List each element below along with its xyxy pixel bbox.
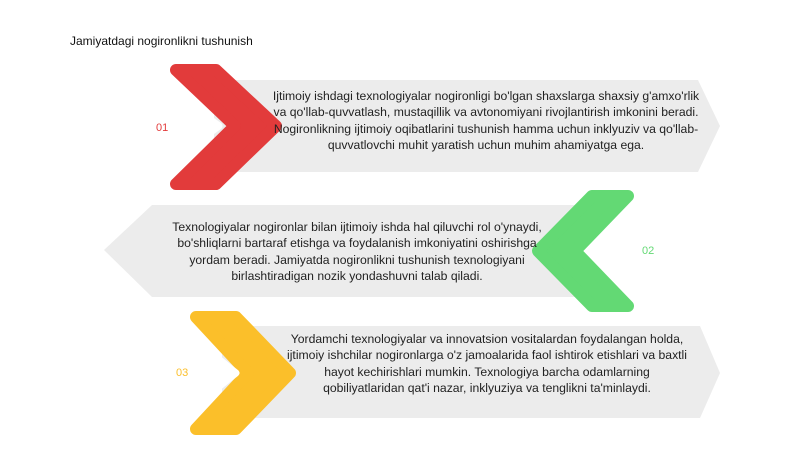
step-2-text: Texnologiyalar nogironlar bilan ijtimoiy ishda hal qiluvchi rol o'ynaydi, bo'shliqlarni bartaraf etishga va foydalanish imkoniyatini oshirishga yordam beradi. Jamiyatda nogironlikni tushunish texnologiyani birlashtiradigan nozik yondashuvni talab qiladi. xyxy=(172,220,542,283)
step-2-inner-triangle xyxy=(594,231,618,271)
step-3-text: Yordamchi texnologiyalar va innovatsion vositalardan foydalangan holda, ijtimoiy ishchilar nogironlarga o'z jamoalarida faol ishtirok etishlari va baxtli hayot kechirishlari mumkin. Texnologiya barcha odamlarning qobiliyatlaridan qat'i nazar, inklyuziya va tenglikni ta'minlaydi. xyxy=(287,332,687,395)
step-1-text: Ijtimoiy ishdagi texnologiyalar nogironligi bo'lgan shaxslarga shaxsiy g'amxo'rlik va qo'llab-quvvatlash, mustaqillik va avtonomiyani rivojlantirish imkonini beradi. Nogironlikning ijtimoiy oqibatlarini tushunish hamma uchun inklyuziv va qo'llab-quvvatlovchi muhit yaratish uchun muhim ahamiyatga ega. xyxy=(272,89,700,152)
step-1-number: 01 xyxy=(156,122,169,134)
step-2-number: 02 xyxy=(642,245,655,257)
step-3-number: 03 xyxy=(176,367,189,379)
page-title: Jamiyatdagi nogironlikni tushunish xyxy=(70,34,253,48)
